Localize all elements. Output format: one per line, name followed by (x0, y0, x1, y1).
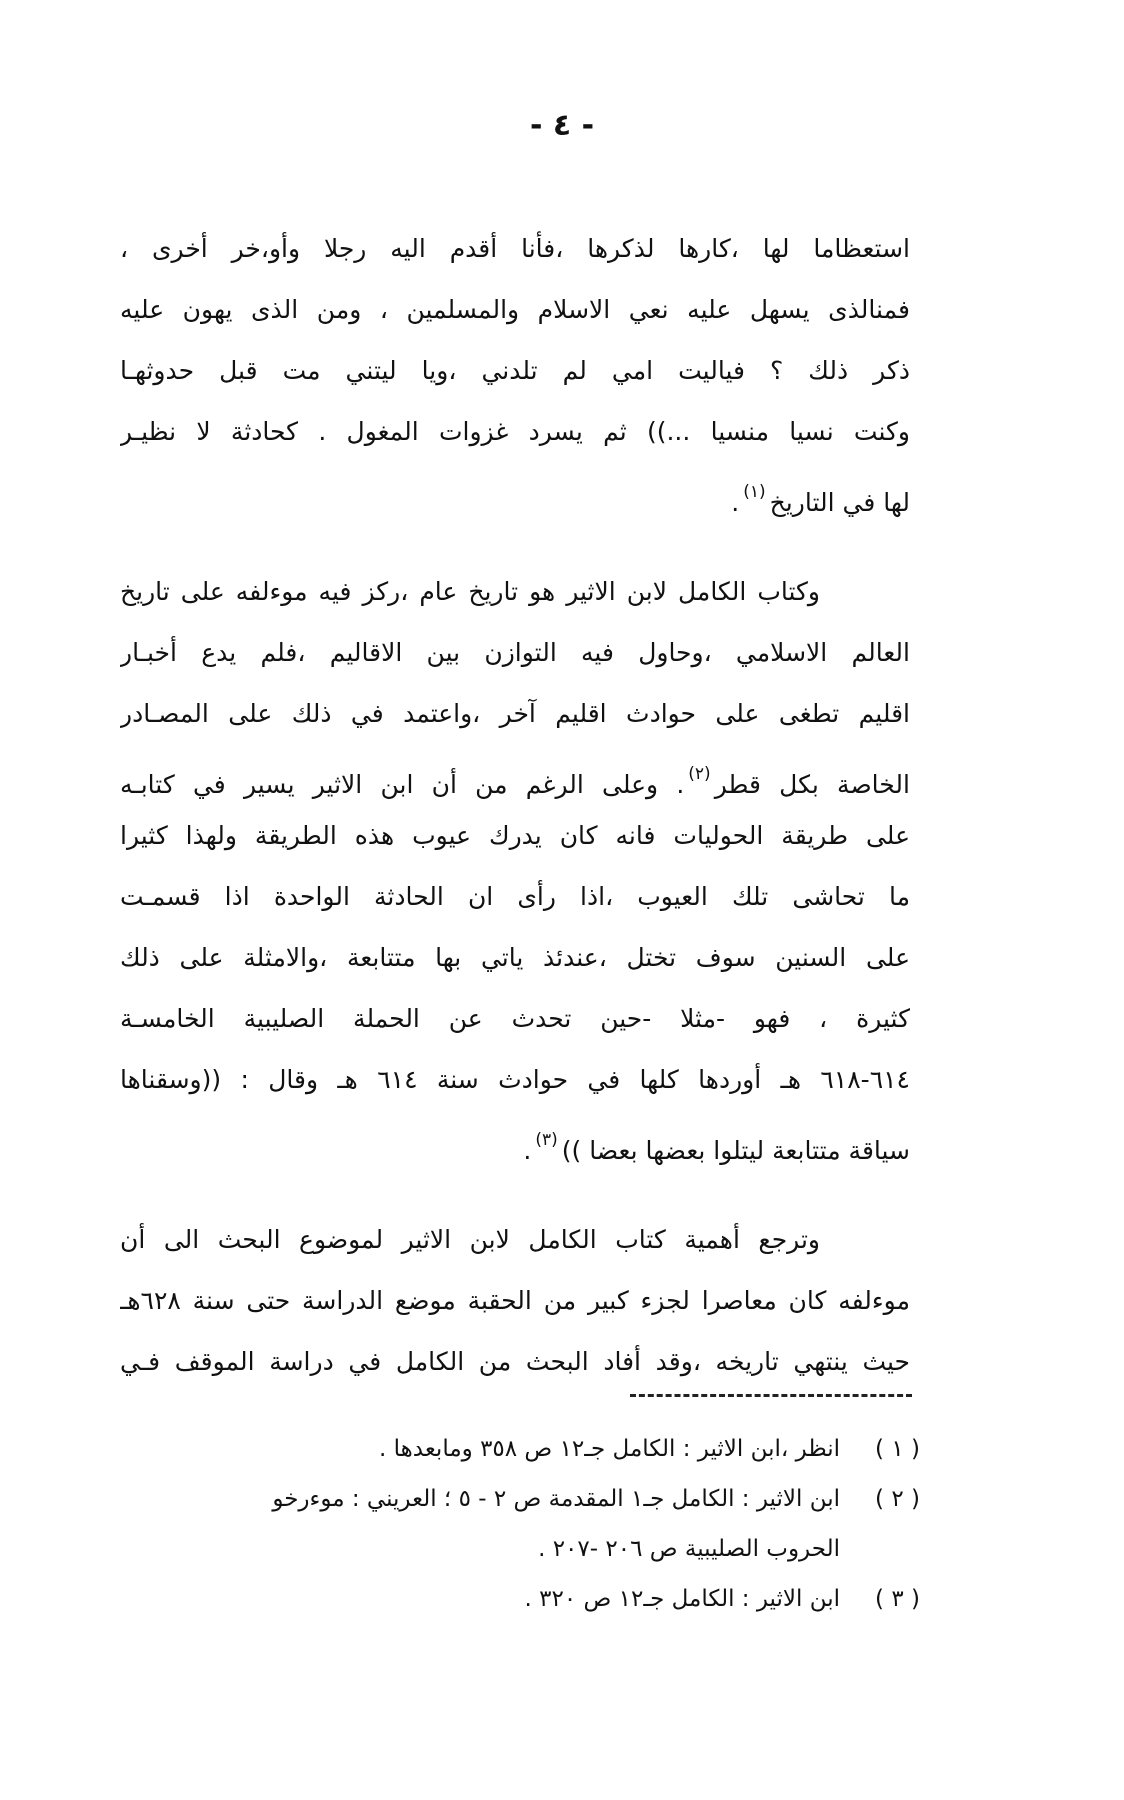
text-line: ذكر ذلك ؟ فياليت امي لم تلدني ،ويا ليتني مت قبل حدوثهـا (120, 356, 910, 385)
footnote-text (120, 1574, 840, 1624)
page-number: - ٤ - (529, 108, 595, 143)
text-line: كثيرة ، فهو -مثلا -حين تحدث عن الحملة الصليبية الخامسـة (120, 1004, 910, 1033)
text-line: وكنت نسيا منسيا ...)) ثم يسرد غزوات المغول . كحادثة لا نظيـر (120, 417, 910, 446)
terminal-dot: . (731, 488, 740, 517)
text-fragment: سياقة متتابعة ليتلوا بعضها بعضا )) (561, 1136, 910, 1165)
footnote-line: انظر ،ابن الاثير : الكامل جـ١٢ ص ٣٥٨ ومابعدها . (378, 1436, 840, 1462)
footnote-line: الحروب الصليبية ص ٢٠٦ -٢٠٧ . (538, 1536, 840, 1562)
text-fragment: لها في التاريخ (769, 488, 910, 517)
footnote-separator (630, 1394, 912, 1397)
footnote-2 (120, 1474, 920, 1574)
text-line: على طريقة الحوليات فانه كان يدرك عيوب هذه الطريقة ولهذا كثيرا (120, 821, 910, 850)
text-line: اقليم تطغى على حوادث اقليم آخر ،واعتمد في ذلك على المصـادر (120, 699, 910, 728)
paragraph-1 (120, 218, 910, 523)
footnote-number: ( ٢ ) (875, 1486, 920, 1512)
text-line: وكتاب الكامل لابن الاثير هو تاريخ عام ،ركز فيه موءلفه على تاريخ (120, 577, 820, 606)
footnote-number: ( ١ ) (875, 1436, 920, 1462)
footnote-line: ابن الاثير : الكامل جـ١ المقدمة ص ٢ - ٥ ؛ العريني : موءرخو (272, 1486, 840, 1512)
text-fragment: الخاصة بكل قطر (714, 770, 910, 799)
body-text (120, 218, 910, 1392)
paragraph-3 (120, 1209, 910, 1392)
terminal-dot: . (523, 1136, 532, 1165)
footnote-ref-1: (١) (743, 482, 766, 502)
text-line: ٦١٤-٦١٨ هـ أوردها كلها في حوادث سنة ٦١٤ هـ وقال : ((وسقناها (120, 1065, 910, 1094)
text-line: فمنالذى يسهل عليه نعي الاسلام والمسلمين ، ومن الذى يهون عليه (120, 295, 910, 324)
footnote-ref-3: (٣) (535, 1130, 558, 1150)
footnote-text (120, 1474, 840, 1574)
text-line (120, 744, 910, 805)
footnote-number: ( ٣ ) (875, 1586, 920, 1612)
text-line: استعظاما لها ،كارها لذكرها ،فأنا أقدم اليه رجلا وأو،خر أخرى ، (120, 234, 910, 263)
text-fragment: . وعلى الرغم من أن ابن الاثير يسير في كتابـه (120, 770, 685, 799)
footnote-line: ابن الاثير : الكامل جـ١٢ ص ٣٢٠ . (524, 1586, 840, 1612)
footnote-1 (120, 1424, 920, 1474)
text-line: على السنين سوف تختل ،عندئذ ياتي بها متتابعة ،والامثلة على ذلك (120, 943, 910, 972)
text-line (120, 1110, 910, 1171)
text-line: ما تحاشى تلك العيوب ،اذا رأى ان الحادثة الواحدة اذا قسمـت (120, 882, 910, 911)
footnote-3 (120, 1574, 920, 1624)
footnote-text (120, 1424, 840, 1474)
text-line: العالم الاسلامي ،وحاول فيه التوازن بين الاقاليم ،فلم يدع أخبـار (120, 638, 910, 667)
footnote-ref-2: (٢) (688, 764, 711, 784)
text-line: موءلفه كان معاصرا لجزء كبير من الحقبة موضع الدراسة حتى سنة ٦٢٨هـ (120, 1286, 910, 1315)
text-line: وترجع أهمية كتاب الكامل لابن الاثير لموضوع البحث الى أن (120, 1225, 820, 1254)
text-line: حيث ينتهي تاريخه ،وقد أفاد البحث من الكامل في دراسة الموقف فـي (120, 1347, 910, 1376)
paragraph-2 (120, 561, 910, 1171)
text-line (120, 462, 910, 523)
footnotes (120, 1424, 920, 1624)
